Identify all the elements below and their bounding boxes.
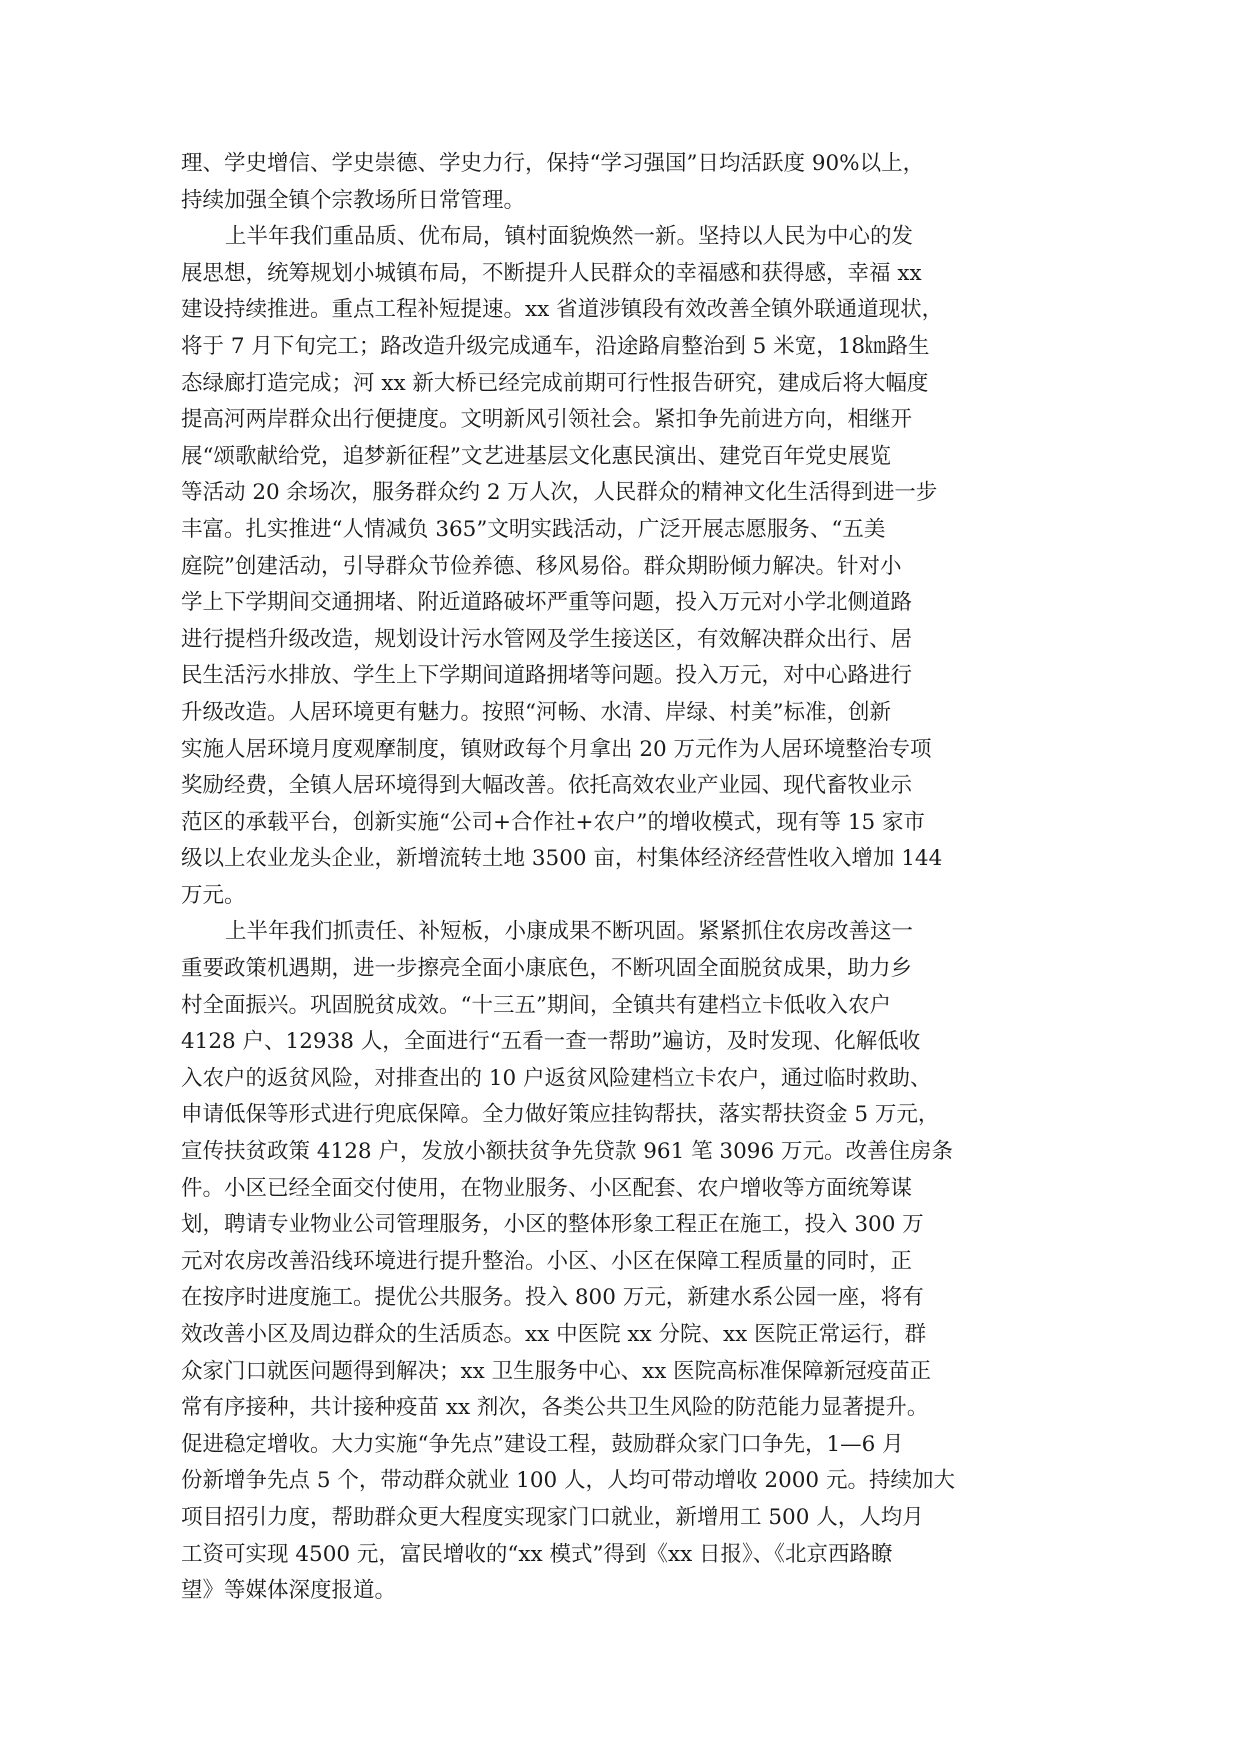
text-line: 4128 户、12938 人，全面进行“五看一查一帮助”遍访，及时发现、化解低收 — [181, 1029, 921, 1055]
text-line: 等活动 20 余场次，服务群众约 2 万人次，人民群众的精神文化生活得到进一步 — [181, 480, 938, 506]
text-line: 升级改造。人居环境更有魅力。按照“河畅、水清、岸绿、村美”标准，创新 — [181, 699, 891, 725]
text-line: 民生活污水排放、学生上下学期间道路拥堵等问题。投入万元，对中心路进行 — [181, 663, 913, 689]
text-line: 奖励经费，全镇人居环境得到大幅改善。依托高效农业产业园、现代畜牧业示 — [181, 773, 913, 799]
text-line: 进行提档升级改造，规划设计污水管网及学生接送区，有效解决群众出行、居 — [181, 626, 913, 652]
text-line: 工资可实现 4500 元，富民增收的“xx 模式”得到《xx 日报》、《北京西路瞭 — [181, 1541, 893, 1567]
text-line: 丰富。扎实推进“人情减负 365”文明实践活动，广泛开展志愿服务、“五美 — [181, 516, 886, 542]
text-line: 庭院”创建活动，引导群众节俭养德、移风易俗。群众期盼倾力解决。针对小 — [181, 553, 902, 579]
text-line: 提高河两岸群众出行便捷度。文明新风引领社会。紧扣争先前进方向，相继开 — [181, 407, 913, 433]
text-line: 元对农房改善沿线环境进行提升整治。小区、小区在保障工程质量的同时，正 — [181, 1248, 913, 1274]
text-line: 重要政策机遇期，进一步擦亮全面小康底色，不断巩固全面脱贫成果，助力乡 — [181, 956, 913, 982]
text-line: 望》等媒体深度报道。 — [181, 1578, 397, 1604]
text-line: 效改善小区及周边群众的生活质态。xx 中医院 xx 分院、xx 医院正常运行，群 — [181, 1322, 927, 1347]
text-line: 展“颂歌献给党，追梦新征程”文艺进基层文化惠民演出、建党百年党史展览 — [181, 443, 891, 469]
body-text — [181, 146, 1061, 1610]
text-line: 份新增争先点 5 个，带动群众就业 100 人，人均可带动增收 2000 元。持续加大 — [181, 1468, 955, 1494]
text-line: 展思想，统筹规划小城镇布局，不断提升人民群众的幸福感和获得感，幸福 xx — [181, 260, 922, 286]
paragraph-first-line: 上半年我们抓责任、补短板，小康成果不断巩固。紧紧抓住农房改善这一 — [225, 919, 914, 945]
text-line: 建设持续推进。重点工程补短提速。xx 省道涉镇段有效改善全镇外联通道现状， — [181, 297, 944, 323]
text-line: 促进稳定增收。大力实施“争先点”建设工程，鼓励群众家门口争先，1—6 月 — [181, 1431, 904, 1457]
text-line: 级以上农业龙头企业，新增流转土地 3500 亩，村集体经济经营性收入增加 144 — [181, 846, 943, 872]
text-line: 万元。 — [181, 882, 246, 908]
text-line: 态绿廊打造完成；河 xx 新大桥已经完成前期可行性报告研究，建成后将大幅度 — [181, 370, 929, 396]
text-line: 范区的承载平台，创新实施“公司+合作社+农户”的增收模式，现有等 15 家市 — [181, 809, 926, 835]
text-line: 众家门口就医问题得到解决；xx 卫生服务中心、xx 医院高标准保障新冠疫苗正 — [181, 1358, 932, 1384]
text-line: 入农户的返贫风险，对排查出的 10 户返贫风险建档立卡农户，通过临时救助、 — [181, 1065, 932, 1091]
text-line: 理、学史增信、学史崇德、学史力行，保持“学习强国”日均活跃度 90%以上， — [181, 151, 925, 176]
text-line: 将于 7 月下旬完工；路改造升级完成通车，沿途路肩整治到 5 米宽，18㎞路生 — [181, 333, 930, 359]
text-line: 在按序时进度施工。提优公共服务。投入 800 万元，新建水系公园一座，将有 — [181, 1285, 924, 1311]
text-line: 常有序接种，共计接种疫苗 xx 剂次，各类公共卫生风险的防范能力显著提升。 — [181, 1395, 929, 1421]
text-line: 实施人居环境月度观摩制度，镇财政每个月拿出 20 万元作为人居环境整治专项 — [181, 736, 932, 762]
text-line: 项目招引力度，帮助群众更大程度实现家门口就业，新增用工 500 人，人均月 — [181, 1504, 924, 1530]
text-line: 件。小区已经全面交付使用，在物业服务、小区配套、农户增收等方面统筹谋 — [181, 1175, 913, 1201]
text-line: 持续加强全镇个宗教场所日常管理。 — [181, 187, 526, 213]
paragraph-first-line: 上半年我们重品质、优布局，镇村面貌焕然一新。坚持以人民为中心的发 — [225, 224, 914, 250]
text-line: 划，聘请专业物业公司管理服务，小区的整体形象工程正在施工，投入 300 万 — [181, 1212, 924, 1238]
text-line: 学上下学期间交通拥堵、附近道路破坏严重等问题，投入万元对小学北侧道路 — [181, 590, 913, 616]
text-line: 宣传扶贫政策 4128 户，发放小额扶贫争先贷款 961 笔 3096 万元。改善住房条 — [181, 1139, 953, 1165]
text-line: 申请低保等形式进行兜底保障。全力做好策应挂钩帮扶，落实帮扶资金 5 万元， — [181, 1102, 940, 1128]
text-line: 村全面振兴。巩固脱贫成效。“十三五”期间，全镇共有建档立卡低收入农户 — [181, 992, 891, 1018]
